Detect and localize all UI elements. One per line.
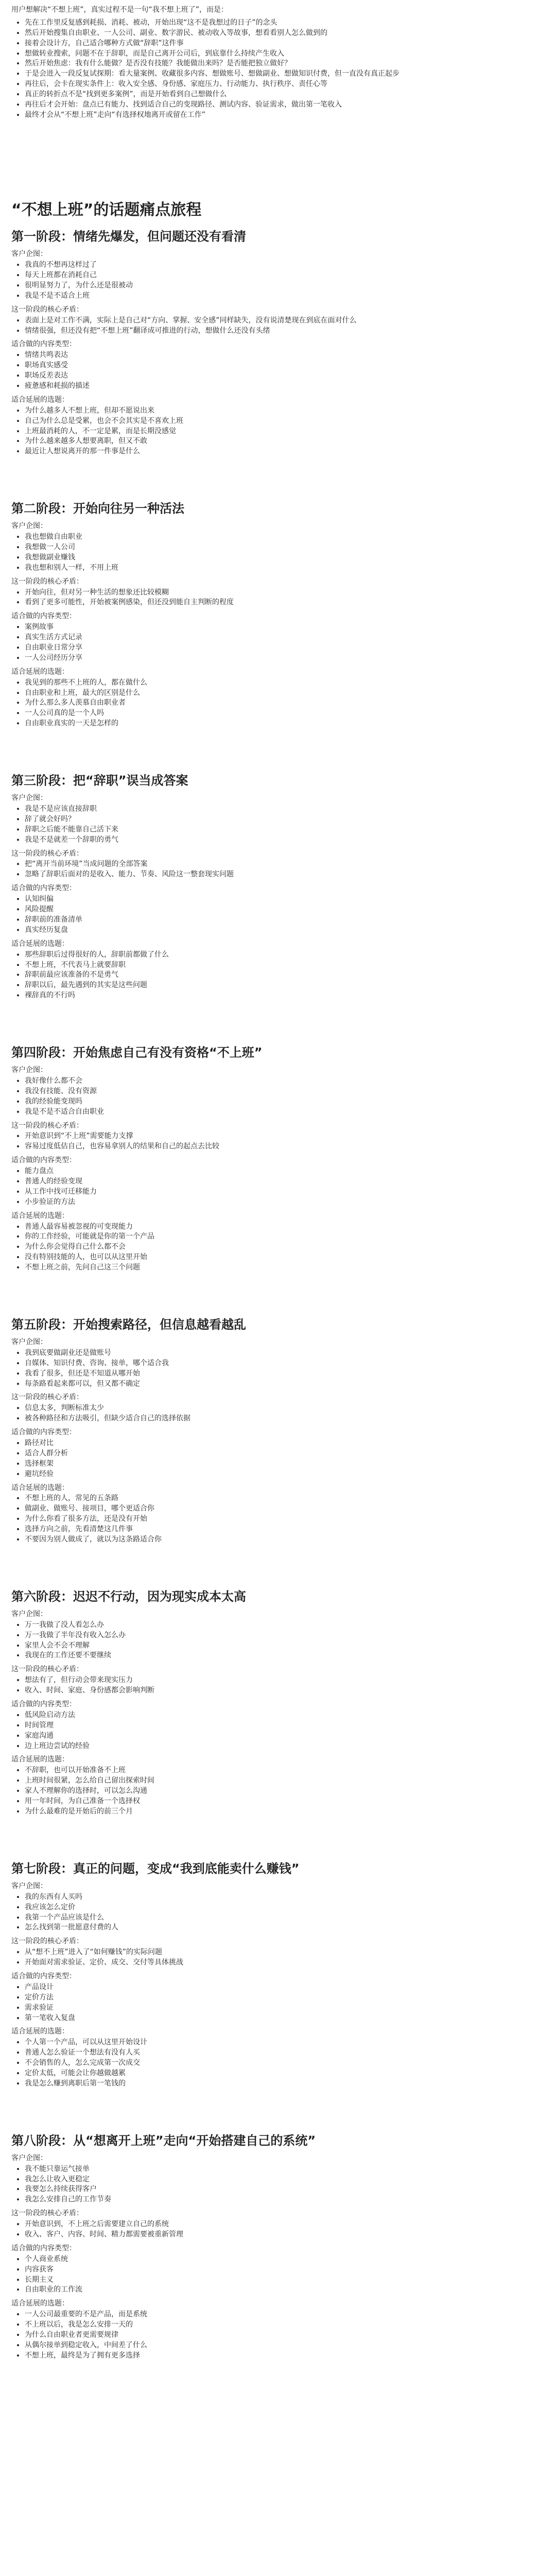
list-item: • 开始意识到“不上班”需要能力支撑 xyxy=(25,1131,535,1141)
section-list xyxy=(11,678,535,728)
intro-text: 用户想解决“不想上班”，真实过程不是一句“我不想上班了”，而是： xyxy=(11,6,229,14)
stage-title: 第六阶段：迟迟不行动，因为现实成本太高 xyxy=(11,1589,246,1604)
list-item: • 家里人会不会不理解 xyxy=(25,1641,535,1651)
list-item: • 不上班以后，我是怎么安排一天的 xyxy=(25,2320,535,2330)
list-item: • 被各种路径和方法吸引，但缺少适合自己的选择依据 xyxy=(25,1414,535,1423)
list-item: • 为什么最难的是开始后的前三个月 xyxy=(25,1807,535,1817)
list-item: • 不想上班，最终是为了拥有更多选择 xyxy=(25,2351,535,2361)
list-item: • 开始意识到，不上班之后需要建立自己的系统 xyxy=(25,2219,535,2229)
list-item: • 案例故事 xyxy=(25,622,535,632)
stage-1 xyxy=(11,229,535,456)
section-label: 适合做的内容类型： xyxy=(11,1428,76,1437)
list-item: • 自由职业的工作流 xyxy=(25,2285,535,2295)
section-list xyxy=(11,1892,535,1933)
section-list xyxy=(11,1947,535,1968)
section-list xyxy=(11,406,535,456)
section-label: 客户企图： xyxy=(11,1882,47,1890)
list-item: • 真实生活方式记录 xyxy=(25,633,535,642)
stage-title: 第三阶段：把“辞职”误当成答案 xyxy=(11,773,188,788)
list-item: • 我没有技能、没有资源 xyxy=(25,1087,535,1096)
list-item: • 怎么找到第一批愿意付费的人 xyxy=(25,1923,535,1933)
list-item: • 从工作中找可迁移能力 xyxy=(25,1187,535,1197)
intro-bullet: • 想做转业搜索，问题不在于辞职，而是自己离开公司后，到底靠什么持续产生收入 xyxy=(25,49,535,59)
list-item: • 从偶尔接单到稳定收入，中间差了什么 xyxy=(25,2341,535,2350)
list-item: • 路径对比 xyxy=(25,1438,535,1448)
list-item: • 适合人群分析 xyxy=(25,1449,535,1459)
stage-title: 第七阶段：真正的问题，变成“我到底能卖什么赚钱” xyxy=(11,1861,300,1876)
list-item: • 我想做一人公司 xyxy=(25,543,535,552)
list-item: • 辞职之后能不能靠自己活下来 xyxy=(25,825,535,835)
stage-title: 第一阶段：情绪先爆发，但问题还没有看清 xyxy=(11,229,246,244)
section-label: 这一阶段的核心矛盾： xyxy=(11,1665,83,1674)
list-item: • 不会销售的人，怎么完成第一次成交 xyxy=(25,2058,535,2068)
list-item: • 我第一个产品应该是什么 xyxy=(25,1913,535,1923)
list-item: • 一人公司真的是一个人吗 xyxy=(25,708,535,718)
list-item: • 不想上班的人，常见的五条路 xyxy=(25,1494,535,1503)
list-item: • 家庭沟通 xyxy=(25,1731,535,1741)
list-item: • 不想上班之前，先问自己这三个问题 xyxy=(25,1263,535,1273)
intro-bullet: • 最终才会从“不想上班”走向“有选择权地离开或留在工作” xyxy=(25,110,535,120)
list-item: • 你的工作经验，可能就是你的第一个产品 xyxy=(25,1232,535,1242)
list-item: • 家人不理解你的选择时，可以怎么沟通 xyxy=(25,1786,535,1796)
main-title: “不想上班”的话题痛点旅程 xyxy=(11,200,202,219)
list-item: • 不想上班，不代表马上就要辞职 xyxy=(25,960,535,970)
section-label: 这一阶段的核心矛盾： xyxy=(11,1937,83,1946)
section-list xyxy=(11,1076,535,1117)
list-item: • 一人公司经历分享 xyxy=(25,653,535,663)
stage-title: 第四阶段：开始焦虑自己有没有资格“不上班” xyxy=(11,1045,263,1060)
section-list xyxy=(11,2255,535,2295)
list-item: • 时间管理 xyxy=(25,1721,535,1731)
section-label: 客户企图： xyxy=(11,794,47,803)
list-item: • 为什么越多人不想上班，但却不愿说出来 xyxy=(25,406,535,416)
list-item: • 普通人最容易被忽视的可变现能力 xyxy=(25,1222,535,1232)
list-item: • 容易过度低估自己，也容易拿别人的结果和自己的起点去比较 xyxy=(25,1142,535,1151)
section-list xyxy=(11,1982,535,2023)
stage-7 xyxy=(11,1861,535,2089)
list-item: • 小步验证的方法 xyxy=(25,1197,535,1207)
section-label: 适合延展的选题： xyxy=(11,395,69,404)
section-label: 客户企图： xyxy=(11,1609,47,1618)
list-item: • 我现在的工作还要不要继续 xyxy=(25,1651,535,1660)
list-item: • 边上班边尝试的经验 xyxy=(25,1741,535,1751)
section-label: 适合做的内容类型： xyxy=(11,884,76,893)
stage-title: 第八阶段：从“想离开上班”走向“开始搭建自己的系统” xyxy=(11,2133,316,2148)
stages-container xyxy=(11,229,535,2360)
list-item: • 开始面对需求验证、定价、成交、交付等具体挑战 xyxy=(25,1958,535,1968)
section-list xyxy=(11,2219,535,2240)
list-item: • 自由职业日常分享 xyxy=(25,643,535,653)
list-item: • 避坑经验 xyxy=(25,1469,535,1479)
list-item: • 表面上是对工作不满，实际上是自己对“方向、掌握、安全感”同样缺失，没有说清楚现在到底在面对什么 xyxy=(25,316,535,326)
list-item: • 自媒体、知识付费、咨询、接单，哪个适合我 xyxy=(25,1359,535,1368)
section-label: 客户企图： xyxy=(11,522,47,531)
list-item: • 想法有了，但行动会带来现实压力 xyxy=(25,1675,535,1685)
section-list xyxy=(11,1403,535,1423)
intro-bullet: • 然后开始焦虑：我有什么能做？是否没有技能？我能做出来吗？是否能把独立做好？ xyxy=(25,59,535,69)
list-item: • 第一笔收入复盘 xyxy=(25,2013,535,2023)
list-item: • 职场真实感受 xyxy=(25,361,535,370)
stage-5 xyxy=(11,1317,535,1545)
section-list xyxy=(11,2038,535,2088)
section-list xyxy=(11,622,535,663)
stage-6 xyxy=(11,1589,535,1817)
section-list xyxy=(11,1131,535,1151)
list-item: • 最近让人想说离开的那一件事是什么 xyxy=(25,447,535,456)
list-item: • 我是不是不适合上班 xyxy=(25,291,535,301)
list-item: • 情绪很强，但还没有把“不想上班”翻译成可推进的行动，想做什么还没有头绪 xyxy=(25,326,535,336)
intro-list xyxy=(11,18,535,120)
section-list xyxy=(11,2310,535,2360)
list-item: • 没有特别技能的人，也可以从这里开始 xyxy=(25,1252,535,1262)
section-list xyxy=(11,1348,535,1389)
list-item: • 内容获客 xyxy=(25,2265,535,2275)
stage-title: 第五阶段：开始搜索路径，但信息越看越乱 xyxy=(11,1317,246,1332)
section-list xyxy=(11,1620,535,1661)
list-item: • 信息太多，判断标准太少 xyxy=(25,1403,535,1413)
list-item: • 能力盘点 xyxy=(25,1166,535,1176)
list-item: • 我看了很多，但还是不知道从哪开始 xyxy=(25,1369,535,1379)
stage-8 xyxy=(11,2133,535,2361)
section-label: 适合延展的选题： xyxy=(11,1483,69,1492)
section-list xyxy=(11,588,535,608)
list-item: • 辞了就会好吗？ xyxy=(25,815,535,824)
section-label: 这一阶段的核心矛盾： xyxy=(11,305,83,314)
section-label: 适合延展的选题： xyxy=(11,1755,69,1764)
list-item: • 我是不是就差一个辞职的勇气 xyxy=(25,835,535,845)
section-list xyxy=(11,1675,535,1696)
list-item: • 从“想不上班”进入了“如何赚钱”的实际问题 xyxy=(25,1947,535,1957)
list-item: • 那些辞职后过得很好的人，辞职前都做了什么 xyxy=(25,950,535,960)
list-item: • 每条路看起来都可以，但又都不确定 xyxy=(25,1379,535,1389)
intro-bullet: • 先在工作里反复感到耗损、消耗、被动，开始出现“这不是我想过的日子”的念头 xyxy=(25,18,535,28)
list-item: • 收入、时间、家庭、身份感都会影响判断 xyxy=(25,1686,535,1696)
section-list xyxy=(11,2164,535,2205)
list-item: • 我怎么安排自己的工作节奏 xyxy=(25,2195,535,2205)
list-item: • 选择方向之前，先看清楚这几件事 xyxy=(25,1524,535,1534)
list-item: • 自由职业和上班，最大的区别是什么 xyxy=(25,688,535,698)
section-gap xyxy=(11,123,535,200)
list-item: • 定价方法 xyxy=(25,1993,535,2003)
list-item: • 辞职前的准备清单 xyxy=(25,915,535,925)
list-item: • 收入、客户、内容、时间、精力都需要被重新管理 xyxy=(25,2230,535,2240)
list-item: • 我想做副业赚钱 xyxy=(25,553,535,563)
list-item: • 我要怎么持续获得客户 xyxy=(25,2184,535,2194)
list-item: • 选择框架 xyxy=(25,1459,535,1469)
list-item: • 开始向往，但对另一种生活的想象还比较模糊 xyxy=(25,588,535,598)
list-item: • 为什么那么多人羡慕自由职业者 xyxy=(25,698,535,708)
section-label: 适合做的内容类型： xyxy=(11,1972,76,1980)
list-item: • 自己为什么总是受累，也会不会其实是不喜欢上班 xyxy=(25,416,535,426)
section-list xyxy=(11,1222,535,1273)
section-label: 客户企图： xyxy=(11,250,47,259)
section-label: 客户企图： xyxy=(11,1066,47,1075)
section-label: 适合做的内容类型： xyxy=(11,340,76,349)
list-item: • 我怎么让收入更稳定 xyxy=(25,2175,535,2184)
section-label: 适合做的内容类型： xyxy=(11,1700,76,1709)
list-item: • 辞职以后，最先遇到的其实是这些问题 xyxy=(25,980,535,990)
list-item: • 职场反差表达 xyxy=(25,371,535,381)
section-list xyxy=(11,1710,535,1751)
intro-bullet: • 接着会设计方，自己适合哪种方式做“辞职”这件事 xyxy=(25,39,535,48)
list-item: • 个人商业系统 xyxy=(25,2255,535,2264)
section-list xyxy=(11,804,535,845)
section-list xyxy=(11,1166,535,1207)
section-label: 这一阶段的核心矛盾： xyxy=(11,1121,83,1130)
list-item: • 每天上班都在消耗自己 xyxy=(25,270,535,280)
section-label: 客户企图： xyxy=(11,2154,47,2162)
list-item: • 个人第一个产品，可以从这里开始设计 xyxy=(25,2038,535,2047)
list-item: • 看到了更多可能性，开始被案例感染，但还没到能自主判断的程度 xyxy=(25,598,535,607)
section-list xyxy=(11,532,535,573)
list-item: • 辞职前最应该准备的不是勇气 xyxy=(25,970,535,980)
list-item: • 风险提醒 xyxy=(25,905,535,914)
section-label: 适合延展的选题： xyxy=(11,2299,69,2308)
list-item: • 把“离开当前环境”当成问题的全部答案 xyxy=(25,859,535,869)
list-item: • 一人公司最重要的不是产品，而是系统 xyxy=(25,2310,535,2319)
list-item: • 自由职业真实的一天是怎样的 xyxy=(25,719,535,728)
section-label: 适合延展的选题： xyxy=(11,2027,69,2036)
list-item: • 我真的不想再这样过了 xyxy=(25,260,535,270)
list-item: • 认知纠偏 xyxy=(25,894,535,904)
list-item: • 长期主义 xyxy=(25,2275,535,2285)
list-item: • 我是不是不适合自由职业 xyxy=(25,1107,535,1117)
intro-bullet: • 真正的转折点不是“找到更多案例”，而是开始看到自己想做什么 xyxy=(25,90,535,99)
stage-title: 第二阶段：开始向往另一种活法 xyxy=(11,501,184,516)
list-item: • 万一我做了半年没有收入怎么办 xyxy=(25,1631,535,1640)
section-label: 适合延展的选题： xyxy=(11,1211,69,1220)
stage-4 xyxy=(11,1045,535,1273)
section-list xyxy=(11,350,535,391)
list-item: • 为什么自由职业者更需要规律 xyxy=(25,2330,535,2340)
list-item: • 我应该怎么定价 xyxy=(25,1903,535,1912)
section-label: 适合做的内容类型： xyxy=(11,612,76,621)
list-item: • 真实经历复盘 xyxy=(25,925,535,935)
list-item: • 做副业、做账号、接项目，哪个更适合你 xyxy=(25,1504,535,1514)
list-item: • 低风险启动方法 xyxy=(25,1710,535,1720)
section-label: 适合做的内容类型： xyxy=(11,2244,76,2252)
section-list xyxy=(11,950,535,1001)
section-list xyxy=(11,1494,535,1544)
list-item: • 我见到的那些不上班的人，都在做什么 xyxy=(25,678,535,688)
list-item: • 不辞职，也可以开始准备不上班 xyxy=(25,1766,535,1775)
list-item: • 我好像什么都不会 xyxy=(25,1076,535,1086)
intro-bullet: • 再往后，会卡在现实条件上：收入安全感、身份感、家庭压力、行动能力、执行秩序、责任心等 xyxy=(25,79,535,89)
list-item: • 普通人怎么验证一个想法有没有人买 xyxy=(25,2048,535,2058)
list-item: • 我也想和别人一样，不用上班 xyxy=(25,563,535,573)
intro-bullet: • 再往后才会开始：盘点已有能力、找到适合自己的变现路径、测试内容、验证需求，做出第一笔收入 xyxy=(25,100,535,110)
list-item: • 上班最消耗的人，不一定是累，而是长期没感觉 xyxy=(25,427,535,436)
section-label: 这一阶段的核心矛盾： xyxy=(11,849,83,858)
list-item: • 我的经验能变现吗 xyxy=(25,1097,535,1107)
section-list xyxy=(11,316,535,336)
section-list xyxy=(11,859,535,879)
list-item: • 为什么越来越多人想要离职，但又不敢 xyxy=(25,436,535,446)
section-list xyxy=(11,1438,535,1479)
list-item: • 上班时间很紧，怎么给自己留出探索时间 xyxy=(25,1776,535,1786)
section-label: 这一阶段的核心矛盾： xyxy=(11,2209,83,2218)
list-item: • 我也想做自由职业 xyxy=(25,532,535,542)
section-list xyxy=(11,1766,535,1816)
list-item: • 不要因为别人做成了，就以为这条路适合你 xyxy=(25,1535,535,1545)
section-label: 适合延展的选题： xyxy=(11,667,69,676)
list-item: • 裸辞真的不行吗 xyxy=(25,991,535,1001)
list-item: • 为什么你看了很多方法，还是没有开始 xyxy=(25,1514,535,1524)
stage-3 xyxy=(11,773,535,1001)
list-item: • 情绪共鸣表达 xyxy=(25,350,535,360)
section-list xyxy=(11,260,535,301)
list-item: • 为什么你会觉得自己什么都不会 xyxy=(25,1242,535,1252)
section-label: 客户企图： xyxy=(11,1337,47,1346)
list-item: • 我是不是应该直接辞职 xyxy=(25,804,535,814)
list-item: • 疲惫感和耗损的描述 xyxy=(25,381,535,391)
intro-bullet: • 于是会进入一段反复试探期：看大量案例、收藏很多内容、想做账号、想做副业、想做知识付费，但一直没有真正起步 xyxy=(25,69,535,79)
list-item: • 普通人的经验变现 xyxy=(25,1177,535,1187)
list-item: • 需求验证 xyxy=(25,2003,535,2013)
stage-2 xyxy=(11,501,535,728)
list-item: • 定价太低，可能会让你越做越累 xyxy=(25,2069,535,2078)
intro-bullet: • 然后开始搜集自由职业、一人公司、副业、数字游民、被动收入等故事，想看看别人怎么做到的 xyxy=(25,28,535,38)
list-item: • 我到底要做副业还是做账号 xyxy=(25,1348,535,1358)
section-label: 这一阶段的核心矛盾： xyxy=(11,577,83,586)
list-item: • 用一年时间，为自己准备一个选择权 xyxy=(25,1797,535,1806)
list-item: • 万一我做了没人看怎么办 xyxy=(25,1620,535,1630)
list-item: • 我不能只靠运气接单 xyxy=(25,2164,535,2174)
list-item: • 忽略了辞职后面对的是收入、能力、节奏、风险这一整套现实问题 xyxy=(25,870,535,879)
section-list xyxy=(11,894,535,935)
list-item: • 我是怎么赚到离职后第一笔钱的 xyxy=(25,2079,535,2089)
list-item: • 很明显努力了，为什么还是很被动 xyxy=(25,281,535,291)
section-label: 这一阶段的核心矛盾： xyxy=(11,1393,83,1402)
list-item: • 我的东西有人买吗 xyxy=(25,1892,535,1902)
section-label: 适合延展的选题： xyxy=(11,939,69,948)
list-item: • 产品设计 xyxy=(25,1982,535,1992)
section-label: 适合做的内容类型： xyxy=(11,1156,76,1165)
